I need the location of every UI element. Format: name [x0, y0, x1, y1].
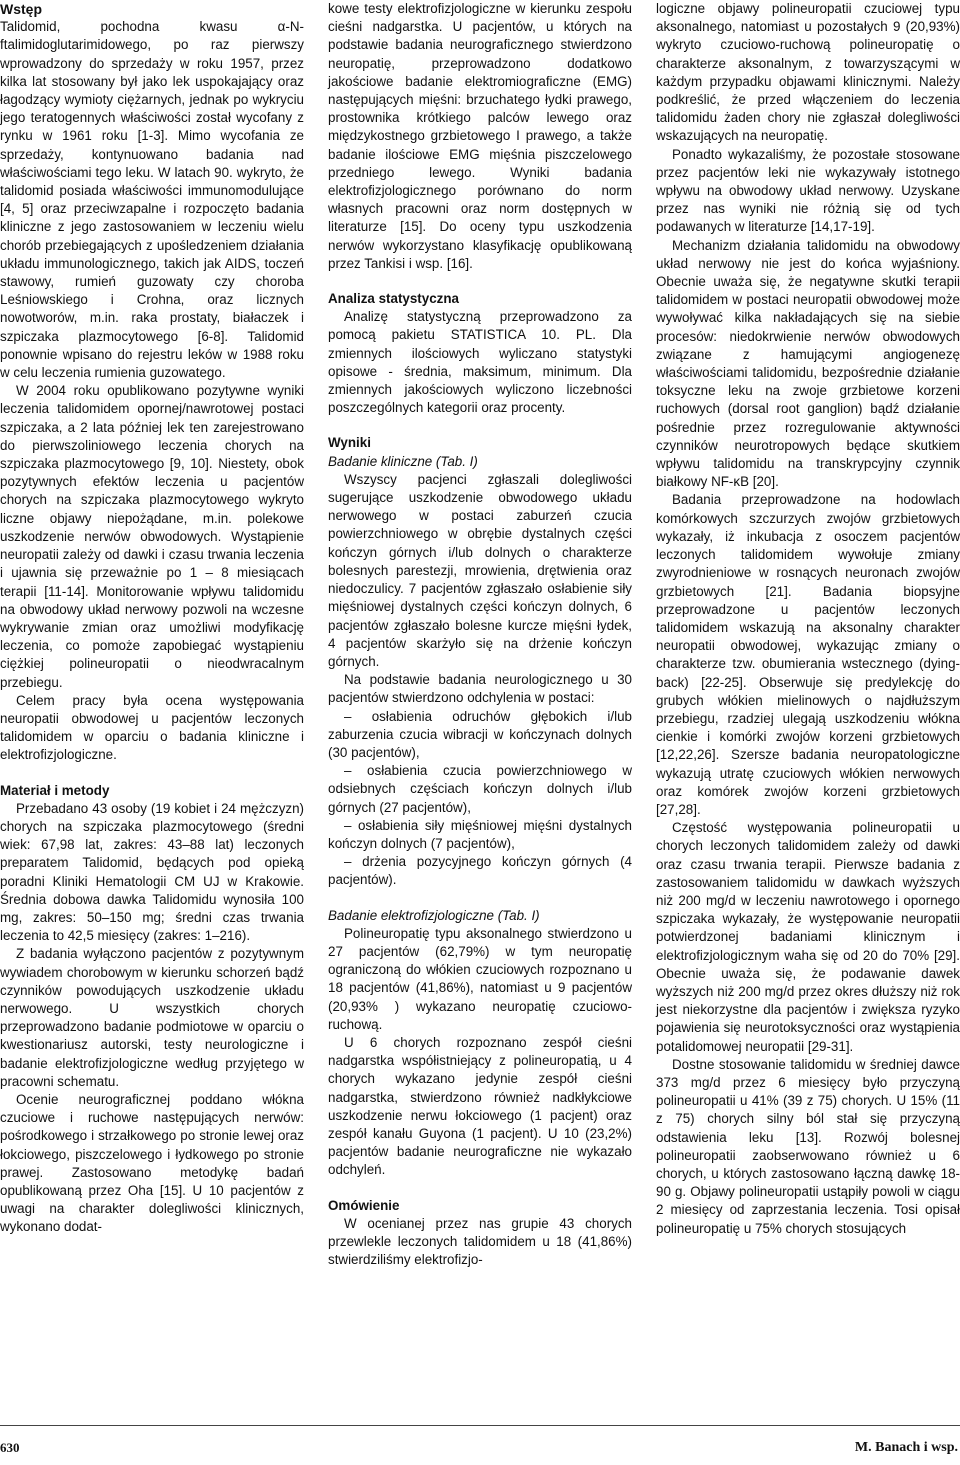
paragraph: logiczne objawy polineuropatii czuciowej typu aksonalnego, natomiast u pozostałych 9 (20,93%) wykryto czuciowo-ruchową polineuropatię o charakterze aksonalnym, z towarzyszącymi w każdym przypadku objawami klinicznymi. Należy podkreślić, że przed włączeniem do leczenia talidomidu żaden chory nie zgłaszał dolegliwości wskazujących na neuropatię. [656, 1, 960, 144]
list-item: – drżenia pozycyjnego kończyn górnych (4 pacjentów). [328, 854, 632, 888]
paragraph: W ocenianej przez nas grupie 43 chorych przewlekle leczonych talidomidem u 18 (41,86%) stwierdziliśmy elektrofizjo- [328, 1215, 632, 1268]
list-item: – osłabienia czucia powierzchniowego w odsiebnych częściach kończyn dolnych i/lub górnych (27 pacjentów), [328, 763, 632, 815]
paragraph: Dostne stosowanie talidomidu w średniej dawce 373 mg/d przez 6 miesięcy było przyczyną polineuropatii u 41% (39 z 75) chorych. U 15% (11 z 75) chorych silny ból stał się przyczyną odstawienia leku [13]. Rozwój bolesnej polineuropatii zaobserwowano również u 6 chorych, u których zastosowano łączną dawkę 18-90 g. Objawy polineuropatii ustąpiły powoli w ciągu 2 miesięcy od zaprzestania leczenia. Tosi opisał polineuropatię u 75% chorych stosujących [656, 1056, 960, 1236]
subsection-heading-electrophysiology: Badanie elektrofizjologiczne (Tab. I) [328, 907, 540, 923]
section-heading-methods: Materiał i metody [0, 782, 110, 798]
paragraph: Wszyscy pacjenci zgłaszali dolegliwości sugerujące uszkodzenie obwodowego układu nerwowego w postaci zaburzeń czucia powierzchniowego w obrębie dystalnych części kończyn górnych i/lub dolnych o charakterze bolesnych parestezji, mrowienia, drętwienia oraz niedoczulicy. 7 pacjentów zgłaszało osłabienie siły mięśniowej dystalnych części kończyn dolnych, 6 pacjentów zgłaszało bolesne kurcze mięśni łydek, 4 pacjentów skarżyło się na drżenie kończyn górnych. [328, 471, 632, 669]
paragraph: Polineuropatię typu aksonalnego stwierdzono u 27 pacjentów (62,79%) w tym neuropatię ograniczoną do włókien czuciowych rozpoznano u 18 pacjentów (41,86%), natomiast u 9 pacjentów (20,93% ) wykazano neuropatię czuciowo-ruchową. [328, 925, 632, 1032]
paragraph: W 2004 roku opublikowano pozytywne wyniki leczenia talidomidem opornej/nawrotowej postaci szpiczaka, a 2 lata później lek ten zarejestrowano do pierwszoliniowego leczenia chorych na szpiczaka plazmocytowego [9, 10]. Niestety, obok pozytywnych efektów leczenia u pacjentów chorych na szpiczaka plazmocytowego wykryto liczne objawy niepożądane, m.in. polekowe uszkodzenie nerwów obwodowych. Wystąpienie neuropatii zależy od dawki i czasu trwania leczenia i ujawnia się przeważnie po 1 – 8 miesiącach terapii [11-14]. Monitorowanie wpływu talidomidu na obwodowy układ nerwowy pozwoli na wczesne wykrywanie zmian oraz umożliwi modyfikację leczenia, co pomoże zapobiegać wystąpieniu ciężkiej polineuropatii o nieodwracalnym przebiegu. [0, 383, 304, 690]
section-heading-intro: Wstęp [0, 1, 42, 17]
page-number: 630 [0, 1440, 20, 1455]
subsection-heading-clinical: Badanie kliniczne (Tab. I) [328, 453, 478, 469]
paragraph: Częstość występowania polineuropatii u chorych leczonych talidomidem zależy od dawki oraz czasu trwania terapii. Pierwsze badania z zastosowaniem talidomidu w dawkach wyższych niż 200 mg/d w leczeniu nawrotowego i opornego szpiczaka wykazały, że występowanie neuropatii potwierdzonej badaniami klinicznym i elektrofizjologicznym waha się od 20 do 70% [29]. Obecnie uważa się, że podawanie dawek wyższych niż 200 mg/d przez okres dłuższy niż rok jest niekorzystne dla pacjentów i zwiększa ryzyko pojawienia się neurotoksyczności oraz wystąpienia potalidomowej neuropatii [29-31]. [656, 820, 960, 1054]
paragraph: Ocenie neurograficznej poddano włókna czuciowe i ruchowe następujących nerwów: pośrodkowego i strzałkowego po stronie lewej oraz łokciowego, piszczelowego i łydkowego po stronie prawej. Zastosowano metodykę badań opublikowaną przez Oha [15]. U 10 pacjentów z uwagi na charakter dolegliwości klinicznych, wykonano dodat- [0, 1091, 304, 1235]
list-item: – osłabienia siły mięśniowej mięśni dystalnych kończyn dolnych (7 pacjentów), [328, 817, 632, 851]
section-heading-discussion: Omówienie [328, 1197, 400, 1213]
footer-rule [0, 1425, 960, 1426]
paragraph: Na podstawie badania neurologicznego u 30 pacjentów stwierdzono odchylenia w postaci: [328, 672, 632, 706]
paragraph: Badania przeprowadzone na hodowlach komórkowych szczurzych zwojów grzbietowych wykazały, iż inkubacja z osoczem pacjentów leczonych talidomidem wywołuje zmiany zwyrodnieniowe w rosnących neuronach zwojów grzbietowych [21]. Badania biopsyjne przeprowadzone u pacjentów leczonych talidomidem wskazują na aksonalny charakter neuropatii obwodowej, wykazując zmiany o charakterze tzw. obumierania wstecznego (dying-back) [22-25]. Obserwuje się predylekcję do grubych włókien mielinowych o najdłuższym przebiegu, rzadziej ulegają uszkodzeniu włókna cienkie i komórki zwojów korzeni grzbietowych [12,22,26]. Szersze badania neuropatologiczne wykazują utratę czuciowych włókien nerwowych oraz komórek zwojów korzeni grzbietowych [27,28]. [656, 492, 960, 817]
column-right [656, 0, 960, 1238]
page-footer [0, 1425, 960, 1465]
column-left [0, 0, 304, 1237]
section-heading-results: Wyniki [328, 435, 371, 451]
paragraph: Mechanizm działania talidomidu na obwodowy układ nerwowy nie jest do końca wyjaśniony. Obecnie uważa się, że negatywne skutki terapii talidomidem w postaci neuropatii obwodowej może wywoływać kilka nakładających się na siebie procesów: niedokrwienie nerwów obwodowych związane z hamującymi angiogenezę właściwościami talidomidu, bezpośrednie działanie toksyczne leku na zwoje grzbietowe korzeni ruchowych (dorsal root ganglion) bądź działanie pośrednie przez rozregulowanie aktywności czynników neurotropowych będące skutkiem wpływu talidomidu na transkrypcyjny czynnik białkowy NF-κB [20]. [656, 237, 960, 490]
column-middle [328, 0, 632, 1269]
paragraph: Analizę statystyczną przeprowadzono za pomocą pakietu STATISTICA 10. PL. Dla zmiennych ilościowych wyliczano statystyki opisowe - średnia, maksimum, minimum. Dla zmiennych jakościowych wyliczono liczebności poszczególnych kategorii oraz procenty. [328, 309, 632, 416]
list-item: – osłabienia odruchów głębokich i/lub zaburzenia czucia wibracji w kończynach dolnych (30 pacjentów), [328, 708, 632, 760]
paragraph: Z badania wyłączono pacjentów z pozytywnym wywiadem chorobowym w kierunku schorzeń bądź czynników powodujących uszkodzenie układu nerwowego. U wszystkich chorych przeprowadzono badanie podmiotowe w oparciu o kwestionariusz autorski, testy neurologiczne i badanie elektrofizjologiczne według przyjętego w pracowni schematu. [0, 946, 304, 1089]
paragraph: Talidomid, pochodna kwasu α-N-ftalimidoglutarimidowego, po raz pierwszy wprowadzony do sprzedaży w roku 1957, przez kilka lat stosowany był jako lek uspokajający oraz łagodzący wymioty ciężarnych, jednak po wykryciu jego teratogennych właściwości został wycofany z rynku w 1961 roku [1-3]. Mimo wycofania ze sprzedaży, kontynuowano badania nad właściwościami tego leku. W latach 90. wykryto, że talidomid posiada właściwości immunomodulujące [4, 5] oraz przeciwzapalne i rozpoczęto badania kliniczne z jego zastosowaniem w leczeniu wielu chorób przebiegających z upośledzeniem działania układu immunologicznego, takich jak AIDS, toczeń stawowy, rumień guzowaty czy choroba Leśniowskiego i Crohna, oraz licznych nowotworów, m.in. raka prostaty, białaczek i szpiczaka plazmocytowego [6-8]. Talidomid ponownie wpisano do rejestru leków w 1988 roku w celu leczenia rumienia guzowatego. [0, 19, 304, 381]
paragraph: kowe testy elektrofizjologiczne w kierunku zespołu cieśni nadgarstka. U pacjentów, u których na podstawie badania neurograficznego stwierdzono neuropatię, przeprowadzono dodatkowo jakościowe badanie elektromiograficzne (EMG) następujących mięśni: brzuchatego łydki prawego, prostownika krótkiego palców lewego oraz międzykostnego grzbietowego I prawego, a także badanie ilościowe EMG mięśnia piszczelowego przedniego lewego. Wyniki badania elektrofizjologicznego porównano do norm własnych pracowni oraz norm dostępnych w literaturze [15]. Do oceny typu uszkodzenia nerwów wykorzystano klasyfikację opublikowaną przez Tankisi i wsp. [16]. [328, 1, 632, 271]
paragraph: U 6 chorych rozpoznano zespół cieśni nadgarstka współistniejący z polineuropatią, u 4 chorych wykazano jedynie zespół cieśni nadgarstka, stwierdzono również nadkłykciowe uszkodzenie nerwu łokciowego (1 pacjent) oraz zespół kanału Guyona (1 pacjent). U 10 (23,2%) pacjentów badanie neurograficzne nie wykazało odchyleń. [328, 1034, 632, 1178]
running-author: M. Banach i wsp. [854, 1440, 958, 1455]
section-heading-statistics: Analiza statystyczna [328, 291, 459, 307]
paragraph: Celem pracy była ocena występowania neuropatii obwodowej u pacjentów leczonych talidomidem w oparciu o badania kliniczne i elektrofizjologiczne. [0, 692, 304, 763]
paragraph: Przebadano 43 osoby (19 kobiet i 24 mężczyzn) chorych na szpiczaka plazmocytowego (średni wiek: 67,98 lat, zakres: 43–88 lat) leczonych preparatem Talidomid, będących pod opieką poradni Kliniki Hematologii CM UJ w Krakowie. Średnia dobowa dawka Talidomidu wynosiła 100 mg, zakres: 50–150 mg; średni czas trwania leczenia to 42,5 miesięcy (zakres: 1–216). [0, 800, 304, 944]
paragraph: Ponadto wykazaliśmy, że pozostałe stosowane przez pacjentów leki nie wykazywały istotnego wpływu na obwodowy układ nerwowy. Uzyskane przez nas wyniki nie różnią się od tych podawanych w literaturze [14,17-19]. [656, 146, 960, 235]
